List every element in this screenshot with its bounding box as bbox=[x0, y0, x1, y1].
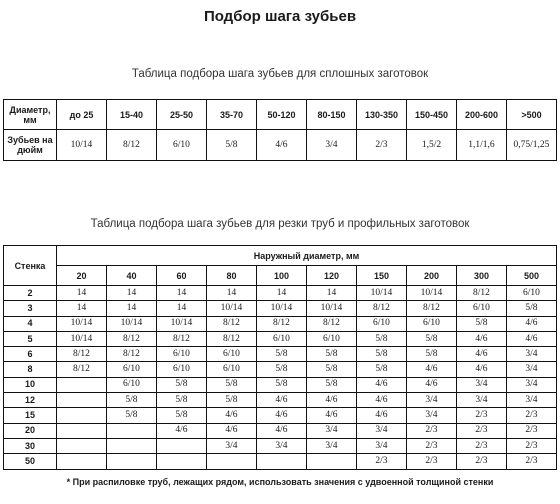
diameter-cell: >500 bbox=[507, 100, 557, 130]
teeth-cell: 4/6 bbox=[507, 331, 557, 346]
teeth-cell: 4/6 bbox=[457, 331, 507, 346]
teeth-cell: 1,1/1,6 bbox=[457, 130, 507, 161]
diameter-cell: до 25 bbox=[57, 100, 107, 130]
teeth-cell: 8/12 bbox=[407, 301, 457, 316]
outer-diameter-cell: 40 bbox=[107, 266, 157, 286]
table-row bbox=[4, 331, 557, 346]
teeth-cell: 2/3 bbox=[507, 408, 557, 423]
teeth-cell: 5/8 bbox=[507, 301, 557, 316]
teeth-cell bbox=[257, 454, 307, 469]
teeth-cell: 5/8 bbox=[157, 377, 207, 392]
teeth-cell: 14 bbox=[257, 286, 307, 301]
teeth-cell: 4/6 bbox=[357, 408, 407, 423]
teeth-cell: 2/3 bbox=[507, 423, 557, 438]
diameter-cell: 200-600 bbox=[457, 100, 507, 130]
teeth-cell: 10/14 bbox=[257, 301, 307, 316]
table-row bbox=[4, 316, 557, 331]
teeth-cell bbox=[57, 438, 107, 453]
page-title: Подбор шага зубьев bbox=[203, 8, 357, 25]
teeth-cell: 6/10 bbox=[207, 362, 257, 377]
table-row bbox=[4, 423, 557, 438]
teeth-cell: 4/6 bbox=[257, 130, 307, 161]
teeth-cell: 8/12 bbox=[257, 316, 307, 331]
table-row bbox=[4, 286, 557, 301]
teeth-cell: 14 bbox=[107, 301, 157, 316]
table2-caption: Таблица подбора шага зубьев для резки труб и профильных заготовок bbox=[90, 218, 470, 230]
table-row bbox=[4, 454, 557, 469]
teeth-cell: 3/4 bbox=[307, 423, 357, 438]
diameter-header: Диаметр, мм bbox=[4, 100, 57, 130]
teeth-cell: 6/10 bbox=[257, 331, 307, 346]
teeth-cell bbox=[57, 423, 107, 438]
teeth-cell bbox=[207, 454, 257, 469]
teeth-cell: 4/6 bbox=[307, 393, 357, 408]
teeth-cell: 5/8 bbox=[357, 347, 407, 362]
teeth-cell: 4/6 bbox=[407, 362, 457, 377]
teeth-cell: 4/6 bbox=[207, 423, 257, 438]
teeth-cell: 4/6 bbox=[507, 316, 557, 331]
teeth-cell: 4/6 bbox=[357, 393, 407, 408]
teeth-cell: 0,75/1,25 bbox=[507, 130, 557, 161]
teeth-cell bbox=[57, 454, 107, 469]
teeth-cell bbox=[57, 408, 107, 423]
table-row bbox=[4, 377, 557, 392]
teeth-cell: 6/10 bbox=[457, 301, 507, 316]
teeth-cell: 4/6 bbox=[157, 423, 207, 438]
teeth-cell: 4/6 bbox=[257, 408, 307, 423]
teeth-cell: 3/4 bbox=[307, 130, 357, 161]
teeth-cell: 6/10 bbox=[107, 362, 157, 377]
teeth-cell: 10/14 bbox=[357, 286, 407, 301]
table1-teeth-row bbox=[4, 130, 557, 161]
teeth-cell: 3/4 bbox=[507, 347, 557, 362]
outer-diameter-cell: 300 bbox=[457, 266, 507, 286]
teeth-cell: 8/12 bbox=[57, 347, 107, 362]
diameter-cell: 35-70 bbox=[207, 100, 257, 130]
wall-cell: 4 bbox=[4, 316, 57, 331]
teeth-cell: 5/8 bbox=[207, 377, 257, 392]
teeth-cell: 2/3 bbox=[457, 438, 507, 453]
diameter-cell: 15-40 bbox=[107, 100, 157, 130]
teeth-cell: 5/8 bbox=[357, 331, 407, 346]
wall-cell: 50 bbox=[4, 454, 57, 469]
teeth-cell: 6/10 bbox=[407, 316, 457, 331]
teeth-cell: 10/14 bbox=[407, 286, 457, 301]
teeth-cell: 1,5/2 bbox=[407, 130, 457, 161]
teeth-cell: 4/6 bbox=[457, 347, 507, 362]
teeth-cell: 5/8 bbox=[157, 393, 207, 408]
teeth-cell: 3/4 bbox=[507, 362, 557, 377]
teeth-cell: 5/8 bbox=[307, 377, 357, 392]
teeth-cell: 4/6 bbox=[257, 393, 307, 408]
teeth-cell: 5/8 bbox=[257, 362, 307, 377]
wall-cell: 2 bbox=[4, 286, 57, 301]
teeth-cell: 5/8 bbox=[357, 362, 407, 377]
teeth-cell: 10/14 bbox=[107, 316, 157, 331]
teeth-cell: 8/12 bbox=[207, 331, 257, 346]
teeth-cell: 6/10 bbox=[157, 362, 207, 377]
teeth-cell: 5/8 bbox=[157, 408, 207, 423]
wall-cell: 8 bbox=[4, 362, 57, 377]
teeth-cell: 8/12 bbox=[107, 130, 157, 161]
outer-diameter-cell: 120 bbox=[307, 266, 357, 286]
diameter-cell: 50-120 bbox=[257, 100, 307, 130]
table-row bbox=[4, 408, 557, 423]
outer-diameter-cell: 80 bbox=[207, 266, 257, 286]
outer-diameter-cell: 150 bbox=[357, 266, 407, 286]
outer-diameter-cell: 200 bbox=[407, 266, 457, 286]
table-row bbox=[4, 438, 557, 453]
teeth-cell: 2/3 bbox=[457, 408, 507, 423]
teeth-cell: 8/12 bbox=[157, 331, 207, 346]
teeth-cell: 14 bbox=[307, 286, 357, 301]
teeth-cell: 4/6 bbox=[407, 377, 457, 392]
teeth-cell: 10/14 bbox=[207, 301, 257, 316]
teeth-cell: 2/3 bbox=[357, 130, 407, 161]
outer-diameter-cell: 100 bbox=[257, 266, 307, 286]
teeth-cell: 5/8 bbox=[307, 362, 357, 377]
wall-cell: 10 bbox=[4, 377, 57, 392]
wall-header: Стенка bbox=[4, 246, 57, 286]
teeth-cell: 2/3 bbox=[507, 438, 557, 453]
table-row bbox=[4, 393, 557, 408]
teeth-cell: 5/8 bbox=[107, 393, 157, 408]
teeth-cell: 5/8 bbox=[457, 316, 507, 331]
teeth-cell: 14 bbox=[157, 301, 207, 316]
teeth-cell: 6/10 bbox=[357, 316, 407, 331]
teeth-cell: 3/4 bbox=[457, 393, 507, 408]
teeth-cell bbox=[107, 423, 157, 438]
solid-stock-table bbox=[3, 99, 557, 161]
wall-cell: 5 bbox=[4, 331, 57, 346]
teeth-cell: 5/8 bbox=[107, 408, 157, 423]
teeth-cell: 3/4 bbox=[457, 377, 507, 392]
outer-diameter-cell: 500 bbox=[507, 266, 557, 286]
pipe-profile-table bbox=[3, 245, 557, 470]
wall-cell: 6 bbox=[4, 347, 57, 362]
table1-header-row bbox=[4, 100, 557, 130]
wall-cell: 20 bbox=[4, 423, 57, 438]
footnote: * При распиловке труб, лежащих рядом, использовать значения с удвоенной толщиной стенки bbox=[66, 477, 494, 487]
teeth-cell: 3/4 bbox=[407, 408, 457, 423]
teeth-cell: 3/4 bbox=[407, 393, 457, 408]
table1-caption: Таблица подбора шага зубьев для сплошных заготовок bbox=[131, 68, 429, 80]
diameter-cell: 150-450 bbox=[407, 100, 457, 130]
teeth-cell: 5/8 bbox=[307, 347, 357, 362]
teeth-cell: 6/10 bbox=[307, 331, 357, 346]
teeth-cell: 3/4 bbox=[507, 393, 557, 408]
teeth-cell bbox=[107, 454, 157, 469]
teeth-cell: 6/10 bbox=[507, 286, 557, 301]
teeth-cell bbox=[107, 438, 157, 453]
teeth-cell: 10/14 bbox=[57, 130, 107, 161]
teeth-cell: 6/10 bbox=[157, 347, 207, 362]
outer-diameter-header: Наружный диаметр, мм bbox=[57, 246, 557, 266]
teeth-cell: 10/14 bbox=[57, 316, 107, 331]
teeth-cell: 6/10 bbox=[157, 130, 207, 161]
teeth-cell: 8/12 bbox=[107, 347, 157, 362]
teeth-cell: 8/12 bbox=[207, 316, 257, 331]
teeth-cell: 8/12 bbox=[357, 301, 407, 316]
teeth-cell: 3/4 bbox=[307, 438, 357, 453]
teeth-cell: 14 bbox=[57, 286, 107, 301]
teeth-cell: 8/12 bbox=[307, 316, 357, 331]
teeth-cell: 2/3 bbox=[407, 454, 457, 469]
teeth-cell: 14 bbox=[107, 286, 157, 301]
teeth-cell: 2/3 bbox=[457, 423, 507, 438]
table-row bbox=[4, 362, 557, 377]
teeth-cell bbox=[157, 454, 207, 469]
teeth-cell: 5/8 bbox=[407, 347, 457, 362]
teeth-cell: 5/8 bbox=[257, 377, 307, 392]
teeth-cell: 14 bbox=[157, 286, 207, 301]
teeth-cell: 8/12 bbox=[457, 286, 507, 301]
teeth-cell: 3/4 bbox=[357, 438, 407, 453]
teeth-cell: 2/3 bbox=[457, 454, 507, 469]
outer-diameter-cell: 20 bbox=[57, 266, 107, 286]
teeth-cell: 6/10 bbox=[107, 377, 157, 392]
teeth-cell: 5/8 bbox=[407, 331, 457, 346]
diameter-cell: 80-150 bbox=[307, 100, 357, 130]
table-row bbox=[4, 301, 557, 316]
teeth-cell bbox=[57, 393, 107, 408]
teeth-cell: 4/6 bbox=[457, 362, 507, 377]
teeth-cell: 3/4 bbox=[507, 377, 557, 392]
teeth-cell: 3/4 bbox=[257, 438, 307, 453]
teeth-cell: 2/3 bbox=[407, 423, 457, 438]
outer-diameter-cell: 60 bbox=[157, 266, 207, 286]
teeth-cell: 2/3 bbox=[357, 454, 407, 469]
wall-cell: 30 bbox=[4, 438, 57, 453]
teeth-cell: 8/12 bbox=[57, 362, 107, 377]
teeth-cell: 8/12 bbox=[107, 331, 157, 346]
diameter-cell: 25-50 bbox=[157, 100, 207, 130]
teeth-per-inch-header: Зубьев на дюйм bbox=[4, 130, 57, 161]
teeth-cell: 5/8 bbox=[207, 130, 257, 161]
teeth-cell: 2/3 bbox=[507, 454, 557, 469]
diameter-cell: 130-350 bbox=[357, 100, 407, 130]
teeth-cell bbox=[307, 454, 357, 469]
teeth-cell: 10/14 bbox=[157, 316, 207, 331]
table-row bbox=[4, 347, 557, 362]
teeth-cell: 4/6 bbox=[207, 408, 257, 423]
teeth-cell: 14 bbox=[57, 301, 107, 316]
teeth-cell bbox=[157, 438, 207, 453]
teeth-cell: 2/3 bbox=[407, 438, 457, 453]
wall-cell: 3 bbox=[4, 301, 57, 316]
teeth-cell bbox=[57, 377, 107, 392]
table2-header-row bbox=[4, 246, 557, 266]
teeth-cell: 4/6 bbox=[357, 377, 407, 392]
teeth-cell: 6/10 bbox=[207, 347, 257, 362]
teeth-cell: 10/14 bbox=[57, 331, 107, 346]
table2-diameter-row bbox=[4, 266, 557, 286]
teeth-cell: 5/8 bbox=[207, 393, 257, 408]
teeth-cell: 3/4 bbox=[357, 423, 407, 438]
wall-cell: 12 bbox=[4, 393, 57, 408]
wall-cell: 15 bbox=[4, 408, 57, 423]
teeth-cell: 5/8 bbox=[257, 347, 307, 362]
teeth-cell: 4/6 bbox=[257, 423, 307, 438]
teeth-cell: 14 bbox=[207, 286, 257, 301]
teeth-cell: 3/4 bbox=[207, 438, 257, 453]
teeth-cell: 4/6 bbox=[307, 408, 357, 423]
teeth-cell: 10/14 bbox=[307, 301, 357, 316]
